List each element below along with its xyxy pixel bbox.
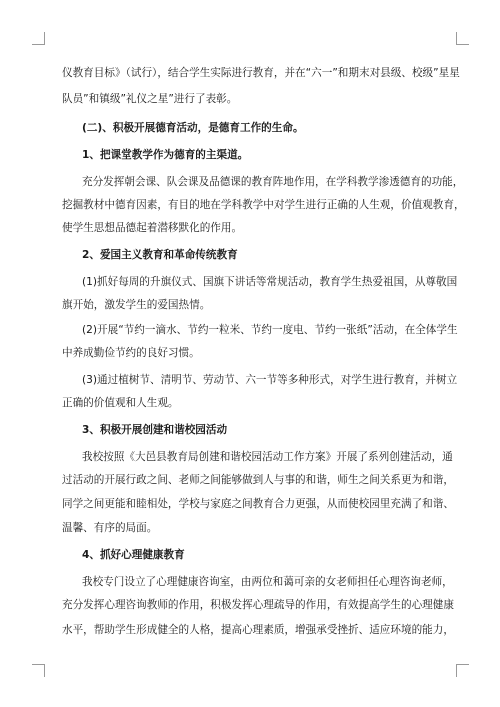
paragraph-line: 仪教育目标》（试行），结合学生实际进行教育，并在“六一”和期末对县级、校级”星星 [62,67,460,79]
crop-mark-top-right [456,32,469,45]
paragraph-line: 温馨、有序的局面。 [62,522,158,534]
subsection-heading: 1、把课堂教学作为德育的主渠道。 [82,149,249,161]
subsection-heading: 4、抓好心理健康教育 [82,549,185,561]
paragraph-line: 充分发挥心理咨询教师的作用，积极发挥心理疏导的作用，有效提高学生的心理健康 [62,599,454,611]
paragraph-line: (3)通过植树节、清明节、劳动节、六一节等多种形式，对学生进行教育，并树立 [82,374,458,386]
paragraph-line: 队员”和镇级”礼仪之星”进行了表彰。 [62,93,238,105]
crop-mark-top-left [32,32,45,45]
paragraph-line: 正确的价值观和人生观。 [62,397,179,409]
paragraph-line: 挖掘教材中德育因素，有目的地在学科教学中对学生进行正确的人生观，价值观教育， [62,199,465,211]
paragraph-line: 中养成勤俭节约的良好习惯。 [62,347,200,359]
paragraph-line: 使学生思想品德起着潜移默化的作用。 [62,222,243,234]
paragraph-line: 我校专门设立了心理健康咨询室，由两位和蔼可亲的女老师担任心理咨询老师， [82,576,453,588]
paragraph-line: 旗开始，激发学生的爱国热情。 [62,299,211,311]
paragraph-line: 充分发挥朝会课、队会课及品德课的教育阵地作用，在学科教学渗透德育的功能， [82,176,464,188]
paragraph-line: 水平，帮助学生形成健全的人格，提高心理素质，增强承受挫折、适应环境的能力， [62,624,454,636]
crop-mark-bottom-left [32,664,45,677]
section-heading: (二)、积极开展德育活动，是德育工作的生命。 [82,122,304,134]
paragraph-line: 过活动的开展行政之间、老师之间能够做到人与事的和谐，师生之间关系更为和谐， [62,474,454,486]
paragraph-line: 同学之间更能和睦相处，学校与家庭之间教育合力更强，从而使校园里充满了和谐、 [62,498,454,510]
paragraph-line: 我校按照《大邑县教育局创建和谐校园活动工作方案》开展了系列创建活动，通 [82,451,453,463]
paragraph-line: (1)抓好每周的升旗仪式、国旗下讲话等常规活动，教育学生热爱祖国，从尊敬国 [82,276,458,288]
subsection-heading: 3、积极开展创建和谐校园活动 [82,424,228,436]
crop-mark-bottom-right [456,664,469,677]
subsection-heading: 2、爱国主义教育和革命传统教育 [82,249,238,261]
paragraph-line: (2)开展“节约一滴水、节约一粒米、节约一度电、节约一张纸”活动，在全体学生 [82,324,458,336]
